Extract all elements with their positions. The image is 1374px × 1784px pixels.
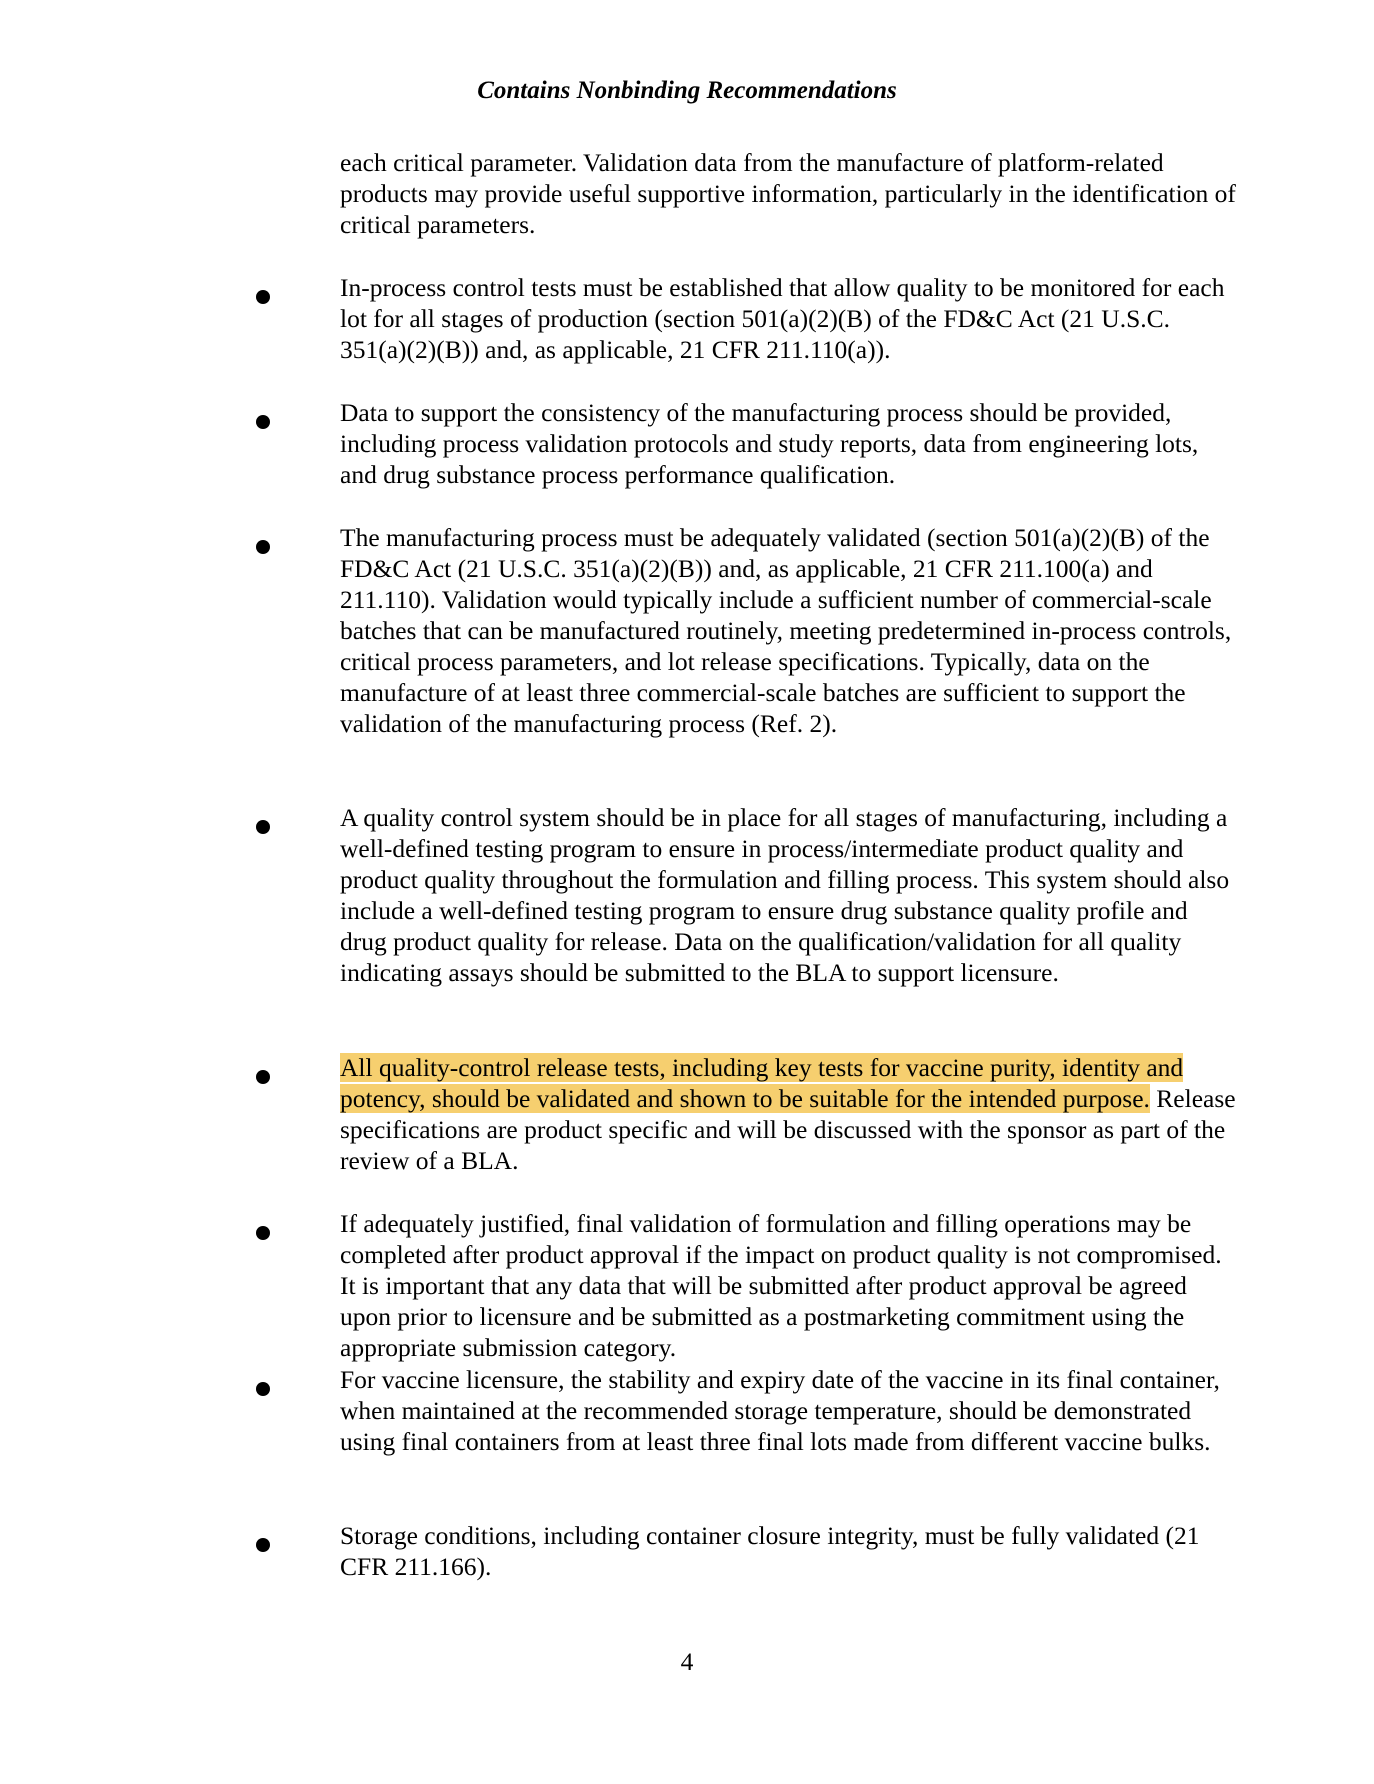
list-item-text: In-process control tests must be established that allow quality to be monitored for each lot for all stages of production (section 501(a)(2)(B) of the FD&C Act (21 U.S.C. 351(a)(2)(B)) and, as applicable, 21 CFR 211.110(a)). bbox=[340, 273, 1225, 364]
continuation-paragraph bbox=[340, 147, 1240, 240]
bullet-icon bbox=[256, 290, 270, 304]
bullet-icon bbox=[256, 820, 270, 834]
list-item-text: Data to support the consistency of the manufacturing process should be provided, including process validation protocols and study reports, data from engineering lots, and drug substance process performance qualification. bbox=[340, 398, 1199, 489]
list-item-text: Storage conditions, including container closure integrity, must be fully validated (21 CFR 211.166). bbox=[340, 1521, 1200, 1581]
list-item-text: For vaccine licensure, the stability and expiry date of the vaccine in its final container, when maintained at the recommended storage temperature, should be demonstrated using final containers from at least three final lots made from different vaccine bulks. bbox=[340, 1365, 1220, 1456]
list-item-text: A quality control system should be in place for all stages of manufacturing, including a well-defined testing program to ensure in process/intermediate product quality and product quality throughout the formulation and filling process. This system should also include a well-defined testing program to ensure drug substance quality profile and drug product quality for release. Data on the qualification/validation for all quality indicating assays should be submitted to the BLA to support licensure. bbox=[340, 803, 1230, 987]
bullet-icon bbox=[256, 540, 270, 554]
list-item bbox=[340, 1364, 1240, 1457]
list-item-text: The manufacturing process must be adequately validated (section 501(a)(2)(B) of the FD&C Act (21 U.S.C. 351(a)(2)(B)) and, as applicable, 21 CFR 211.100(a) and 211.110). Validation would typically include a sufficient number of commercial-scale batches that can be manufactured routinely, meeting predetermined in-process controls, critical process parameters, and lot release specifications. Typically, data on the manufacture of at least three commercial-scale batches are sufficient to support the validation of the manufacturing process (Ref. 2). bbox=[340, 523, 1232, 738]
list-item bbox=[340, 522, 1240, 739]
list-item bbox=[340, 397, 1240, 490]
list-item bbox=[340, 1520, 1240, 1582]
list-item-text bbox=[340, 1052, 1240, 1176]
list-item-text-rest: Release specifications are product specific and will be discussed with the sponsor as part of the review of a BLA. bbox=[340, 1084, 1236, 1175]
bullet-icon bbox=[256, 415, 270, 429]
list-item bbox=[340, 802, 1240, 988]
page-header: Contains Nonbinding Recommendations bbox=[477, 77, 897, 104]
list-item bbox=[340, 272, 1240, 365]
highlighted-text: All quality-control release tests, including key tests for vaccine purity, identity and potency, should be validated and shown to be suitable for the intended purpose. bbox=[340, 1053, 1184, 1113]
bullet-icon bbox=[256, 1382, 270, 1396]
bullet-icon bbox=[256, 1226, 270, 1240]
bullet-icon bbox=[256, 1538, 270, 1552]
bullet-icon bbox=[256, 1070, 270, 1084]
list-item-highlighted bbox=[340, 1052, 1240, 1176]
continuation-text: each critical parameter. Validation data from the manufacture of platform-related products may provide useful supportive information, particularly in the identification of critical parameters. bbox=[340, 148, 1236, 239]
page-number: 4 bbox=[680, 1647, 694, 1676]
list-item-text: If adequately justified, final validation of formulation and filling operations may be completed after product approval if the impact on product quality is not compromised. It is important that any data that will be submitted after product approval be agreed upon prior to licensure and be submitted as a postmarketing commitment using the appropriate submission category. bbox=[340, 1209, 1222, 1362]
list-item bbox=[340, 1208, 1240, 1363]
